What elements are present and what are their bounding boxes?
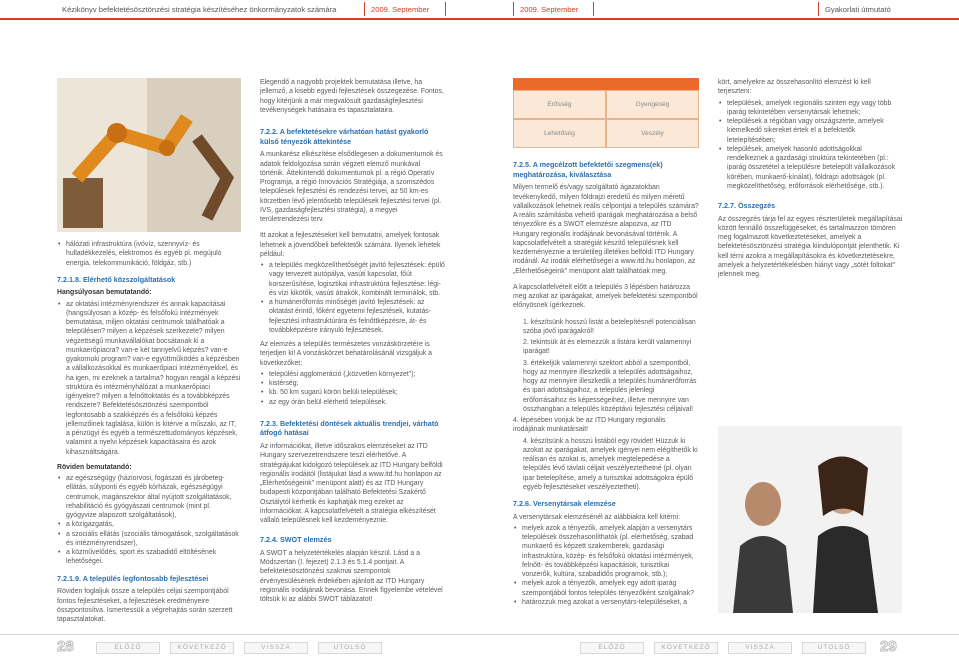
bullet-subregion: • kistérség; — [260, 379, 446, 388]
heading-722: 7.2.2. A befektetésekre várhatóan hatást gyakorló külső tényezők áttekintése — [260, 127, 429, 146]
step-2: 2. tekintsük át és elemezzük a listára került valamennyi iparágat! — [523, 339, 692, 356]
paragraph-projects: Elegendő a nagyobb projektek bemutatása illetve, ha jellemző, a kisebb egyedi fejlesztések összegezése. Fontos, hogy kitérjünk a már megvalósult gazdaságfejlesztési tevékenységek hatásaira és tapasztalataira. — [260, 79, 444, 114]
page-number-left: 28 — [57, 638, 74, 655]
paragraph-competitors: A versenytársak elemzésénél az alábbiakra kell kitérni: — [513, 513, 680, 521]
paragraph-trends: Az információkat, illetve időszakos elemzéseket az ITD Hungary szervezetrendszere teszi elérhetővé. A stratégiájukat kidolgozó települések az ITD Hungary belföldi regionális irodáitól (listájukat lásd a www.itd.hu honlapon az „Elérhetőségeink" menüpont alatt) és az ITD Hungary budapesti központjában található Befektetési Szakértő Osztálytól kérhetik és kaphatják meg ezeket az információkat. A kapcsolatfelvételt a stratégia elkészítését vállaló településnek kell kezdeményeznie. — [260, 443, 443, 525]
next-button-right[interactable]: KÖVETKEZŐ — [654, 642, 718, 654]
header-left-date: 2009. September — [371, 5, 430, 14]
second-column — [260, 78, 446, 611]
prev-button-left[interactable]: ELŐZŐ — [96, 642, 160, 654]
bullet-infrastructure: • hálózati infrastruktúra (ivóvíz, szennyvíz- és hulladékkezelés, elektromos és egyéb pl. megújuló energia, telekommunikáció, földgáz, stb.) — [57, 240, 241, 268]
last-button-left[interactable]: UTOLSÓ — [318, 642, 382, 654]
bullet-culture: • a közművelődés, sport és szabadidő eltöltésének lehetőségei. — [57, 548, 241, 567]
lead-text-2: Röviden bemutatandó: — [57, 463, 132, 471]
third-column — [513, 153, 699, 607]
robot-arm-photo — [57, 78, 241, 232]
paragraph-segments: Milyen termelő és/vagy szolgáltató ágazatokban tevékenykedő, milyen földrajzi eredetű és milyen méretű vállalkozások lehetnek reális célpontjai a település számára? A reális számításba vehető iparágak meghatározása a belső tényezőkre és a SWOT elemzésre alapozva, az ITD Hungary regionális irodájának bevonásával történik. A kapcsolatfelvételt a stratégiát készítő településnek kell kezdeményeznie a területileg illetékes belföldi ITD Hungary irodánál. Az irodák elérhetőségei a www.itd.hu honlapon, az „Elérhetőségeink" menüpont alatt találhatóak meg. — [513, 184, 699, 275]
swot-header-bar — [513, 78, 699, 90]
bullet-comparison: • melyek azok a tényezők, amelyek alapján a versenytárs települések összehasonlíthatók (pl. elérhetőség, szabad munkaerő és képzett szakemberek, gazdasági infrastruktúra, közép- és felsőfokú oktatási intézmények, felnőtt- és továbbképzési kapacitások, turisztikai vonzerők, kultúra, szabadidős programok, stb.); — [513, 524, 699, 580]
heading-7218: 7.2.1.8. Elérhető közszolgáltatások — [57, 274, 176, 284]
bullet-50km: • kb. 50 km sugarú körön belüli települések; — [260, 388, 446, 397]
swot-opportunity: Lehetőség — [513, 119, 606, 148]
lead-text: Hangsúlyosan bemutatandó: — [57, 289, 152, 297]
bullet-accessibility: • a település megközelíthetőségét javító fejlesztések: épülő vagy tervezett autópálya, vasúti kapcsolat, főút korszerűsítése, logisztikai infrastruktúra fejlesztése: légi- és vízi kikötők, vasúti átrakók, kombinált terminálok, stb. — [260, 261, 446, 298]
back-button-right[interactable]: VISSZA — [728, 642, 792, 654]
swot-strength: Erősség — [513, 90, 606, 119]
page-footer — [0, 634, 959, 656]
bullet-successful: • települések a régióban vagy országszerte, amelyek kiemelkedő sikereket értek el a befektetők letelepítésében; — [718, 117, 904, 145]
bullet-similar: • települések, amelyek hasonló adottságokkal rendelkeznek a gazdasági struktúra tekintetében (pl.: iparág összetétel a településre betelepült vállalkozások körében, munkaerő-kínálat), földrajzi adottságok (pl. megközelíthetőség, erőforrások elérhetősége, stb.). — [718, 145, 904, 191]
swot-weakness: Gyengeség — [606, 90, 699, 119]
next-button-left[interactable]: KÖVETKEZŐ — [170, 642, 234, 654]
paragraph-scope: kört, amelyekre az összehasonlító elemzést ki kell terjeszteni: — [718, 79, 871, 96]
page-header — [0, 0, 959, 20]
swot-threat: Veszély — [606, 119, 699, 148]
heading-724: 7.2.4. SWOT elemzés — [260, 535, 332, 545]
fourth-column — [718, 78, 904, 286]
header-left-title: Kézikönyv befektetésösztönzési stratégia készítéséhez önkormányzatok számára — [62, 5, 337, 14]
heading-726: 7.2.6. Versenytársak elemzése — [513, 499, 616, 509]
header-right-title: Gyakorlati útmutató — [825, 5, 891, 14]
bullet-health: • az egészségügy (háziorvosi, fogászati és járóbeteg-ellátás, súlyponti és egyéb kórházak, egészségügyi centrumok, magánszektor által nyújtott szolgáltatások, rehabilitáció és gyógyászati centrumok (mint pl. gyógyvize alapozott szolgáltatások), — [57, 474, 241, 520]
left-column — [57, 240, 241, 631]
bullet-define-competitors: • határozzuk meg azokat a versenytárs-településeket, a — [513, 598, 699, 607]
prev-button-right[interactable]: ELŐZŐ — [580, 642, 644, 654]
bullet-social: • a szociális ellátás (szociális támogatások, szolgáltatások és intézményrendszer), — [57, 530, 241, 549]
paragraph-three-steps: A kapcsolatfelvételt előtt a település 3 lépésben határozza meg azokat az iparágakat, amelyek befektetési szempontból előnyösnek ígérkeznek. — [513, 283, 698, 310]
bullet-admin: • a közigazgatás, — [57, 520, 241, 529]
back-button-left[interactable]: VISSZA — [244, 642, 308, 654]
page-number-right: 29 — [880, 638, 897, 655]
bullet-sector-factors: • melyek azok a tényezők, amelyek egy adott iparág szempontjából fontos település tényezőként szolgálnak? — [513, 579, 699, 598]
bullet-one-hour: • az egy órán belül elérhető települések. — [260, 398, 446, 407]
bullet-agglomeration: • települési agglomeráció („közvetlen környezet"); — [260, 370, 446, 379]
last-button-right[interactable]: UTOLSÓ — [802, 642, 866, 654]
heading-727: 7.2.7. Összegzés — [718, 201, 776, 210]
step-4: 4. készítsünk a hosszú listából egy rövidet! Hüzzuk ki azokat az iparágakat, amelyek igényei nem elégíthetők ki reálisan és azokat is, amelyek megtelepedése a település lévő távlati céljait veszélyeztethetné (pl. olyan ipar betelepítése, amely a turisztikai adottságokra épülő egyéb fejlesztéseket veszélyeztetheti). — [523, 437, 698, 491]
bullet-regional-competitors: • települések, amelyek regionális szinten egy vagy több iparág tekintetében versenytársak lehetnek; — [718, 99, 904, 118]
paragraph-catchment: Az elemzés a település természetes vonzáskörzetére is terjedjen ki! A vonzáskörzet behatárolásánál vizsgáljuk a következőket: — [260, 341, 432, 367]
bullet-education: • az oktatási intézményrendszer és annak kapacitásai (hangsúlyosan a közép- és felsőfokú intézmények bemutatása, miljen oktatási centrumok találhatóak a településen? milyen a képzések szerkezete? milyen végzettségű munkavállalókat bocsátanak ki a munkaerőpiacra? van-e két tannyelvű képzés? van-e gyakornoki program? van-e együttműködés a képzésben a vállalkozásokkal és munkaerőpiaci intézményekkel, és ha igen, mi ezeknek a tartalma? hogyan reagál a képzési struktúra és intézményhálózat a munkaerőpiaci igényekre? milyen a felnőttoktatás és a továbbképzés rendszere? Befektetésösztönzési szempontból legfontosabb a szakképzés és a felsőfokú képzés jellemzőinek taglalása, külön is kitérve a műszaki, az IT, a pénzügyi és egyéb a természettudományos képzések, valamint a nyelvi képzések kapacitásaira és azok kihasználtságára. — [57, 300, 241, 457]
heading-723: 7.2.3. Befektetési döntések aktuális trendjei, várható átfogó hatásai — [260, 418, 439, 438]
paragraph-developments: Röviden foglaljuk össze a település céljai szempontjából fontos fejlesztéseket, a fejlesztések eredményeire összpontosítva. Ismertessük a végrehajtás során szerzett tapasztalatokat. — [57, 588, 233, 624]
paragraph-summary: Az összegzés tárja fel az egyes részterületek megállapításai között fennálló összefüggéseket, és tartalmazzon tömören meg fogalmazott következtetéseket, amelyek a befektetésösztönzési stratégia kiindulópontját jelenthetik. Ki kell térni azokra a megállapításokra és következtetésekre, amelyek a helyzetértékelésben hiányt vagy „sötét foltokat" jelennek meg. — [718, 215, 903, 279]
step-4-header: 4. lépésében vonjuk be az ITD Hungary regionális irodájának munkatársait! — [513, 417, 666, 434]
paragraph-swot: A SWOT a helyzetértékelés alapján készül. Lásd a a Módszertan (I. fejezet) 2.1.3 és 5.1.4 pontjait. A befektetésösztönzési szakmai szempontok érvényesülésének érdekében ajánlott az ITD Hungary regionális irodájának bevonása. Ennek figyelembe vételével töltsük ki az alábbi SWOT táblázatot! — [260, 549, 443, 604]
header-right-date: 2009. September — [520, 5, 579, 14]
swot-table — [513, 78, 699, 148]
business-people-photo — [718, 426, 902, 613]
step-3: 3. értékeljük valamennyi szektort abból a szempontból, hogy az mennyire illeszkedik a település adottságaihoz, hogy az mennyire illeszkedik a település humánerőforrás és ipari adottságaihoz, a település jelenlegi erőforrásaihoz és képességeihez, illetve mennyire van összhangban a település középtávú fejlesztési céljaival! — [523, 359, 697, 413]
step-1: 1. készítsünk hosszú listát a betelepítésnél potenciálisan szóba jövő iparágakról! — [523, 318, 696, 335]
heading-725: 7.2.5. A megcélzott befektetői szegmens(ek) meghatározása, kiválasztása — [513, 160, 663, 179]
paragraph-analysis: A munkarész elkészítése elsődlegesen a dokumentumok és adatok feldolgozása során végzett elemző munkával történik. Áttekintendő dokumentumok pl. a régió Operatív Programja, a régió Innovációs Stratégiája, a szomszédos települések fejlesztési és rendezési tervei, az 50 km-es körzetben lévő jelentősebb települések fejlesztési tervei (pl. IVS, gazdaságfejlesztési stratégia), a megyei területrendezési terv. — [260, 151, 443, 224]
heading-7219: 7.2.1.9. A település legfontosabb fejlesztései — [57, 573, 209, 583]
bullet-human-resources: • a humánerőforrás minőségét javító fejlesztések: az oktatást érintő, főként egyetemi fejlesztések, kutatás-fejlesztési infrastruktúrára és felnőttképzésre, át- és továbbképzésre irányuló fejlesztések. — [260, 298, 446, 335]
paragraph-examples: Itt azokat a fejlesztéseket kell bemutatni, amelyek fontosak lehetnek a jövendőbeli befektetők számára. Ilyenek lehetek például: — [260, 232, 441, 258]
